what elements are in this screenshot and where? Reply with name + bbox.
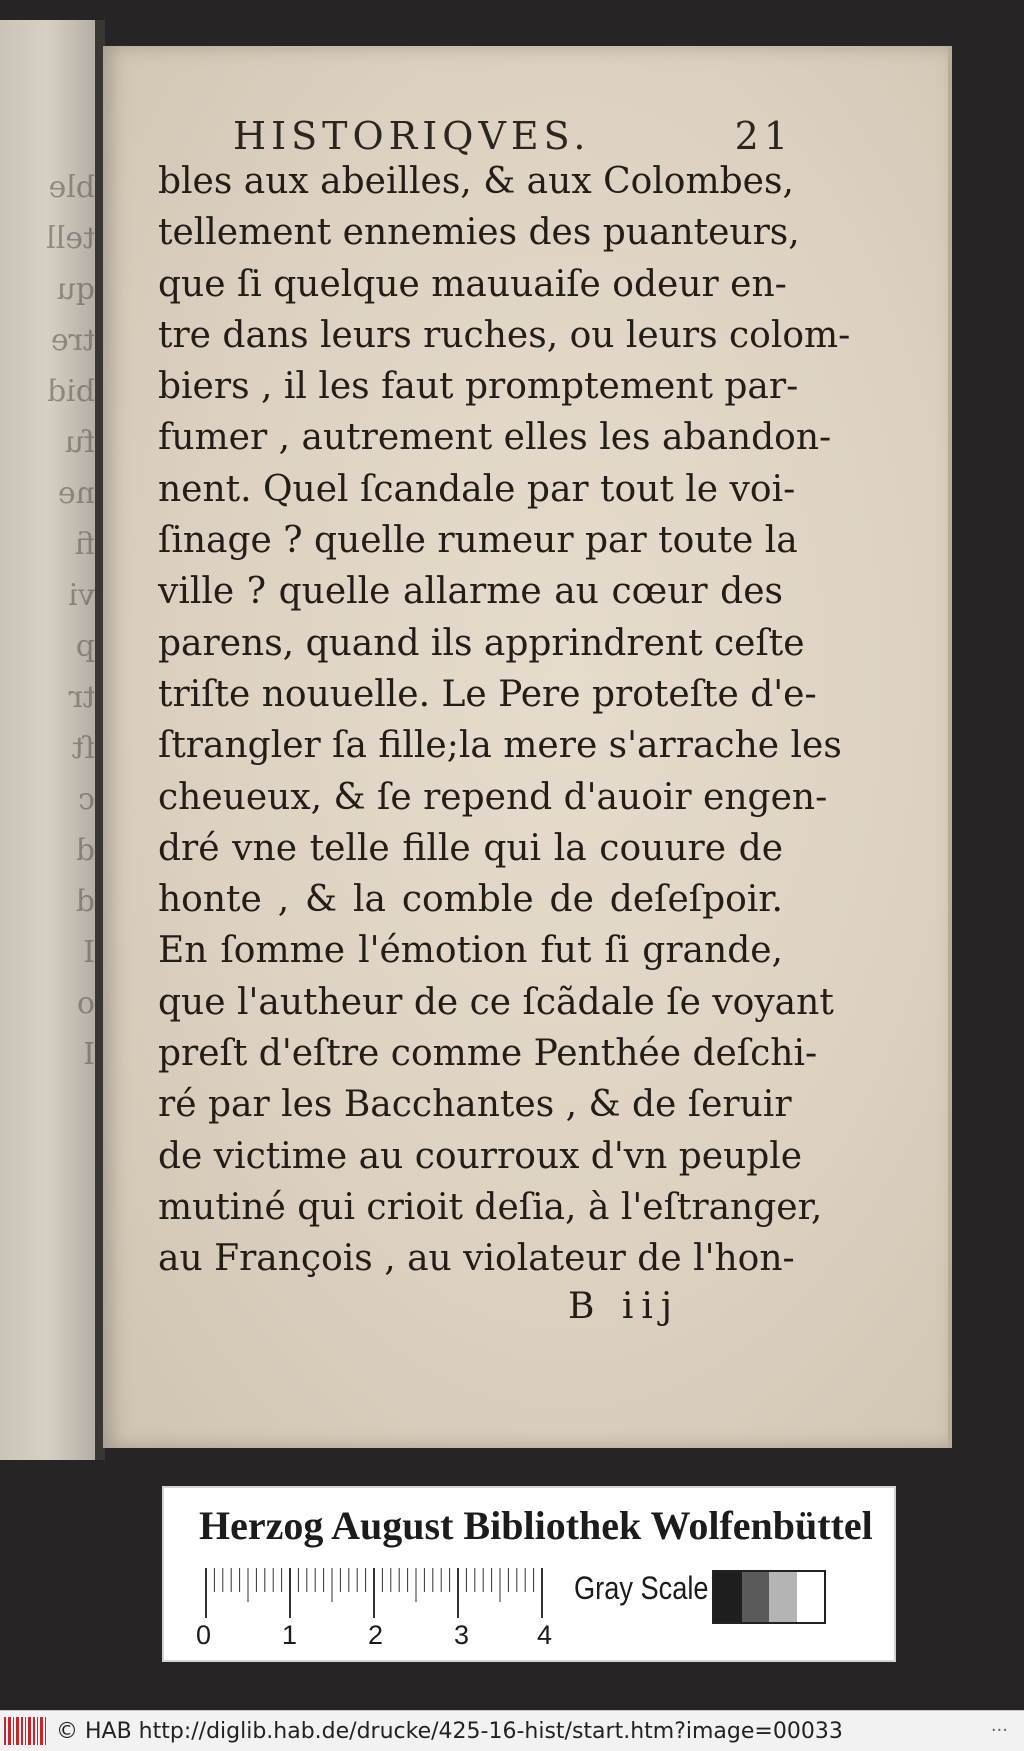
text-line: de victime au courroux d'vn peuple — [158, 1135, 803, 1177]
text-line: ré par les Bacchantes , & de ſeruir — [158, 1084, 792, 1126]
text-line: parens, quand ils apprindrent ceſte — [158, 622, 805, 664]
library-name: Herzog August Bibliothek Wolfenbüttel — [199, 1503, 873, 1548]
text-line: tellement ennemies des puanteurs, — [158, 212, 800, 254]
ruler-label-3: 3 — [454, 1620, 470, 1650]
gray-swatch — [714, 1572, 742, 1622]
book-page — [103, 46, 952, 1448]
left-page-edge — [0, 20, 98, 1460]
left-page-fragment: tell — [46, 221, 95, 256]
text-line: tre dans leurs ruches, ou leurs colom- — [158, 314, 851, 356]
left-page-fragment: ne — [57, 476, 95, 511]
text-line: dré vne telle fille qui la couure de — [158, 827, 783, 869]
page-number: 21 — [734, 114, 793, 158]
text-line: ville ? quelle allarme au cœur des — [158, 571, 783, 613]
left-page-fragment: bid — [46, 374, 95, 409]
text-line: ſinage ? quelle rumeur par toute la — [158, 520, 798, 562]
barcode-icon — [2, 1715, 48, 1747]
left-page-fragment: I — [83, 1037, 95, 1072]
left-page-fragment: I — [83, 935, 95, 970]
gray-swatch — [797, 1572, 825, 1622]
text-line: nent. Quel ſcandale par tout le voi- — [158, 468, 796, 510]
running-head — [233, 114, 793, 158]
page-text — [158, 156, 851, 1285]
running-head-title: HISTORIQVES. — [233, 114, 591, 158]
ruler-label-4: 4 — [537, 1620, 553, 1650]
left-page-fragment: c — [78, 782, 95, 817]
left-page-fragment: p — [75, 629, 95, 664]
text-line: que ſi quelque mauuaiſe odeur en- — [158, 263, 787, 305]
ruler-label-1: 1 — [282, 1620, 298, 1650]
text-line: triſte nouuelle. Le Pere proteſte d'e- — [158, 673, 817, 715]
more-menu-icon[interactable]: ... — [990, 1715, 1008, 1736]
gray-swatch — [742, 1572, 770, 1622]
signature-mark: B iij — [568, 1286, 681, 1327]
text-line: biers , il les faut promptement par- — [158, 366, 799, 408]
measurement-ruler — [202, 1566, 547, 1622]
copyright-url[interactable]: © HAB http://diglib.hab.de/drucke/425-16-hist/start.htm?image=00033 — [56, 1718, 843, 1744]
text-line: fumer , autrement elles les abandon- — [158, 417, 832, 459]
left-page-fragment: ble — [48, 170, 95, 205]
text-line: honte , & la comble de deſeſpoir. — [158, 879, 783, 921]
left-page-fragment: qu — [56, 272, 95, 307]
left-page-fragment: fu — [64, 425, 95, 460]
text-line: que l'autheur de ce ſcãdale ſe voyant — [158, 981, 834, 1023]
status-bar — [0, 1710, 1024, 1751]
text-line: mutiné qui crioit deſia, à l'eſtranger, — [158, 1186, 823, 1228]
ruler-label-2: 2 — [368, 1620, 384, 1650]
text-line: cheueux, & ſe repend d'auoir engen- — [158, 776, 828, 818]
text-line: bles aux abeilles, & aux Colombes, — [158, 161, 794, 202]
text-line: preſt d'eſtre comme Penthée deſchi- — [158, 1033, 818, 1075]
gray-scale-label: Gray Scale — [574, 1570, 709, 1606]
text-line: au François , au violateur de l'hon- — [158, 1238, 795, 1280]
left-page-fragment: d — [75, 833, 95, 868]
text-line: ſtrangler ſa fille;la mere s'arrache les — [158, 725, 842, 767]
left-page-fragment: fi — [74, 527, 95, 562]
color-calibration-card — [162, 1486, 896, 1662]
left-page-fragment: o — [76, 986, 95, 1021]
left-page-fragment: tre — [50, 323, 95, 358]
gray-swatch — [769, 1572, 797, 1622]
left-page-fragment: d — [75, 884, 95, 919]
left-page-fragment: tr — [68, 680, 95, 715]
ruler-label-0: 0 — [196, 1620, 212, 1650]
left-page-fragment: ſt — [71, 731, 95, 766]
gray-scale-swatches — [712, 1570, 826, 1624]
left-page-fragment: vi — [68, 578, 95, 613]
text-line: En ſomme l'émotion fut ſi grande, — [158, 930, 783, 972]
